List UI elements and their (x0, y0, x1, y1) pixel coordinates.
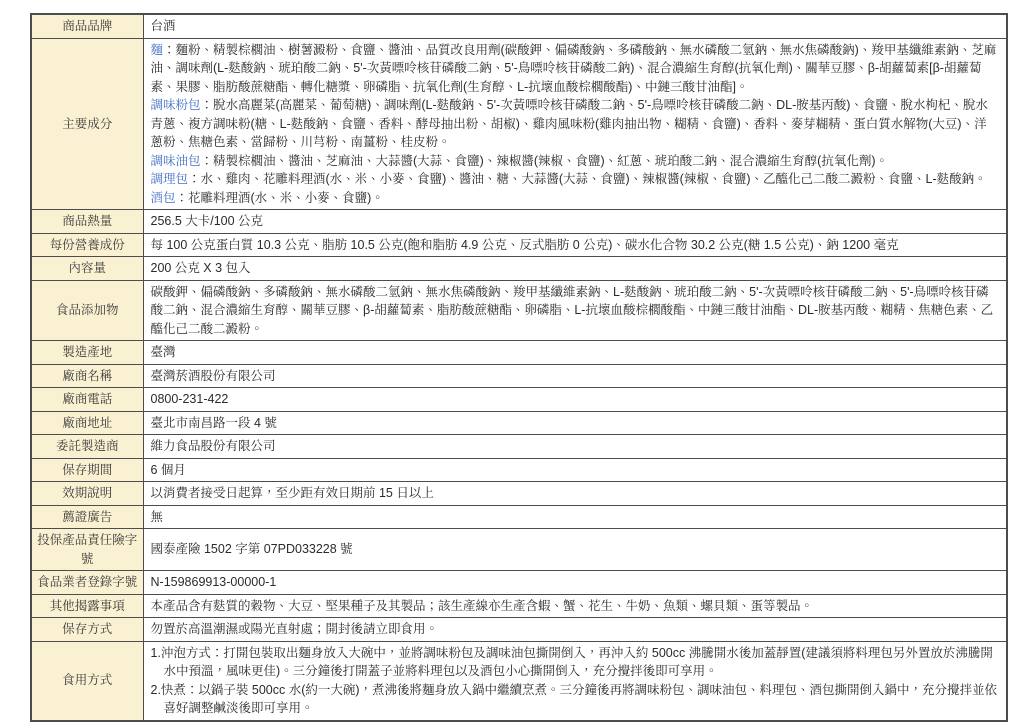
row-value: 6 個月 (143, 458, 1007, 482)
segment-text: ：脫水高麗菜(高麗菜、葡萄糖)、調味劑(L-麩酸鈉、5'-次黃嘌呤核苷磷酸二鈉、5'-鳥嘌呤核苷磷酸二鈉、DL-胺基丙酸)、食鹽、脫水枸杞、脫水青蔥、複方調味粉(糖、L-麩酸鈉、食鹽、香料、酵母抽出粉、胡椒)、雞肉風味粉(雞肉抽出物、糊精、食鹽)、香料、麥芽糊精、蛋白質水解物(大豆)、洋蔥粉、焦糖色素、當歸粉、川芎粉、南薑粉、桂皮粉。 (150, 98, 988, 149)
table-row-commissioned-manufacturer (31, 435, 1007, 459)
row-label: 內容量 (31, 257, 143, 281)
row-value: 每 100 公克蛋白質 10.3 公克、脂肪 10.5 公克(飽和脂肪 4.9 公克、反式脂肪 0 公克)、碳水化合物 30.2 公克(糖 1.5 公克)、鈉 1200 毫克 (143, 233, 1007, 257)
row-value: N-159869913-00000-1 (143, 571, 1007, 595)
table-row-food-business-registration (31, 571, 1007, 595)
table-row-storage-method (31, 618, 1007, 642)
row-value: 200 公克 X 3 包入 (143, 257, 1007, 281)
row-label: 商品熱量 (31, 210, 143, 234)
row-value: 台酒 (143, 14, 1007, 38)
row-value (143, 641, 1007, 721)
row-value: 勿置於高溫潮濕或陽光直射處；開封後請立即食用。 (143, 618, 1007, 642)
row-label: 每份營養成份 (31, 233, 143, 257)
table-row-manufacturer-address (31, 411, 1007, 435)
row-value: 256.5 大卡/100 公克 (143, 210, 1007, 234)
row-label: 保存方式 (31, 618, 143, 642)
serving-step-1: 1.沖泡方式：打開包裝取出麵身放入大碗中，並將調味粉包及調味油包撕開倒入，再沖入約 500cc 沸騰開水後加蓋靜置(建議須將料理包另外置放於沸騰開水中預溫，風味更佳)。三分鐘後打開蓋子並將料理包以及酒包小心撕開倒入，充分攪拌後即可享用。 (150, 645, 993, 678)
row-value: 臺灣菸酒股份有限公司 (143, 364, 1007, 388)
table-row-expiry-note (31, 482, 1007, 506)
row-label: 廠商名稱 (31, 364, 143, 388)
segment-text: ：麵粉、精製棕櫚油、樹薯澱粉、食鹽、醬油、品質改良用劑(碳酸鉀、偏磷酸鈉、多磷酸鈉、無水磷酸二氫鈉、無水焦磷酸鈉)、羧甲基纖維素鈉、芝麻油、調味劑(L-麩酸鈉、琥珀酸二鈉、5'-次黃嘌呤核苷磷酸二鈉、5'-鳥嘌呤核苷磷酸二鈉)、混合濃縮生育醇(抗氧化劑)、關華豆膠、β-胡蘿蔔素[β-胡蘿蔔素、果膠、脂肪酸蔗糖酯、轉化糖漿、卵磷脂、抗氧化劑(生育醇、L-抗壞血酸棕櫚酸酯)、中鏈三酸甘油酯]。 (150, 42, 997, 94)
serving-step-2: 2.快煮：以鍋子裝 500cc 水(約一大碗)，煮沸後將麵身放入鍋中繼續烹煮。三分鐘後再將調味粉包、調味油包、料理包、酒包撕開倒入鍋中，充分攪拌並依喜好調整鹹淡後即可享用。 (150, 682, 998, 715)
table-row-serving-method (31, 641, 1007, 721)
row-value: 臺灣 (143, 341, 1007, 365)
row-label: 委託製造商 (31, 435, 143, 459)
row-value: 國泰產險 1502 字第 07PD033228 號 (143, 529, 1007, 571)
segment-text: ：花雕料理酒(水、米、小麥、食鹽)。 (175, 190, 384, 205)
segment-text: ：水、雞肉、花雕料理酒(水、米、小麥、食鹽)、醬油、糖、大蒜醬(大蒜、食鹽)、辣椒醬(辣椒、食鹽)、乙醯化己二酸二澱粉、食鹽、L-麩酸鈉。 (188, 172, 987, 186)
table-row-manufacturer-name (31, 364, 1007, 388)
row-label: 其他揭露事項 (31, 594, 143, 618)
row-label: 主要成分 (31, 38, 143, 210)
product-spec-table (30, 13, 1008, 722)
ingredient-segment-wine-pack (151, 189, 999, 208)
ingredient-segment-retort-pack (151, 170, 999, 189)
table-row-calories (31, 210, 1007, 234)
package-tag: 酒包 (150, 190, 176, 205)
package-tag: 麵 (150, 42, 164, 57)
row-value: 無 (143, 505, 1007, 529)
ingredient-segment-powder-pack (151, 96, 999, 152)
row-label: 廠商電話 (31, 388, 143, 412)
row-label: 食品添加物 (31, 280, 143, 341)
table-row-additives (31, 280, 1007, 341)
table-row-brand (31, 14, 1007, 38)
row-label: 薦證廣告 (31, 505, 143, 529)
table-row-endorsement-ad (31, 505, 1007, 529)
table-row-manufacturer-phone (31, 388, 1007, 412)
table-row-origin (31, 341, 1007, 365)
row-value: 維力食品股份有限公司 (143, 435, 1007, 459)
row-value: 以消費者接受日起算，至少距有效日期前 15 日以上 (143, 482, 1007, 506)
row-value: 0800-231-422 (143, 388, 1007, 412)
table-row-nutrition (31, 233, 1007, 257)
row-value: 碳酸鉀、偏磷酸鈉、多磷酸鈉、無水磷酸二氫鈉、無水焦磷酸鈉、羧甲基纖維素鈉、L-麩酸鈉、琥珀酸二鈉、5'-次黃嘌呤核苷磷酸二鈉、5'-鳥嘌呤核苷磷酸二鈉、混合濃縮生育醇、關華豆膠、β-胡蘿蔔素、脂肪酸蔗糖酯、卵磷脂、L-抗壞血酸棕櫚酸酯、中鏈三酸甘油酯、DL-胺基丙酸、糊精、焦糖色素、乙醯化己二酸二澱粉。 (143, 280, 1007, 341)
table-row-shelf-life (31, 458, 1007, 482)
table-row-main-ingredients (31, 38, 1007, 210)
row-label: 投保產品責任險字號 (31, 529, 143, 571)
package-tag: 調味油包 (150, 153, 201, 168)
ingredient-segment-noodle (151, 41, 999, 97)
row-label: 食用方式 (31, 641, 143, 721)
row-label: 製造產地 (31, 341, 143, 365)
segment-text: ：精製棕櫚油、醬油、芝麻油、大蒜醬(大蒜、食鹽)、辣椒醬(辣椒、食鹽)、紅蔥、琥珀酸二鈉、混合濃縮生育醇(抗氧化劑)。 (200, 153, 888, 168)
table-row-other-disclosures (31, 594, 1007, 618)
row-label: 商品品牌 (31, 14, 143, 38)
package-tag: 調味粉包 (150, 98, 201, 112)
row-value (143, 38, 1007, 210)
row-value: 本產品含有麩質的穀物、大豆、堅果種子及其製品；該生產線亦生產含蝦、蟹、花生、牛奶、魚類、螺貝類、蛋等製品。 (143, 594, 1007, 618)
table-row-net-content (31, 257, 1007, 281)
ingredient-segment-oil-pack (151, 152, 999, 171)
row-label: 廠商地址 (31, 411, 143, 435)
table-row-liability-insurance-number (31, 529, 1007, 571)
row-label: 保存期間 (31, 458, 143, 482)
row-value: 臺北市南昌路一段 4 號 (143, 411, 1007, 435)
package-tag: 調理包 (150, 172, 189, 186)
row-label: 效期說明 (31, 482, 143, 506)
row-label: 食品業者登錄字號 (31, 571, 143, 595)
